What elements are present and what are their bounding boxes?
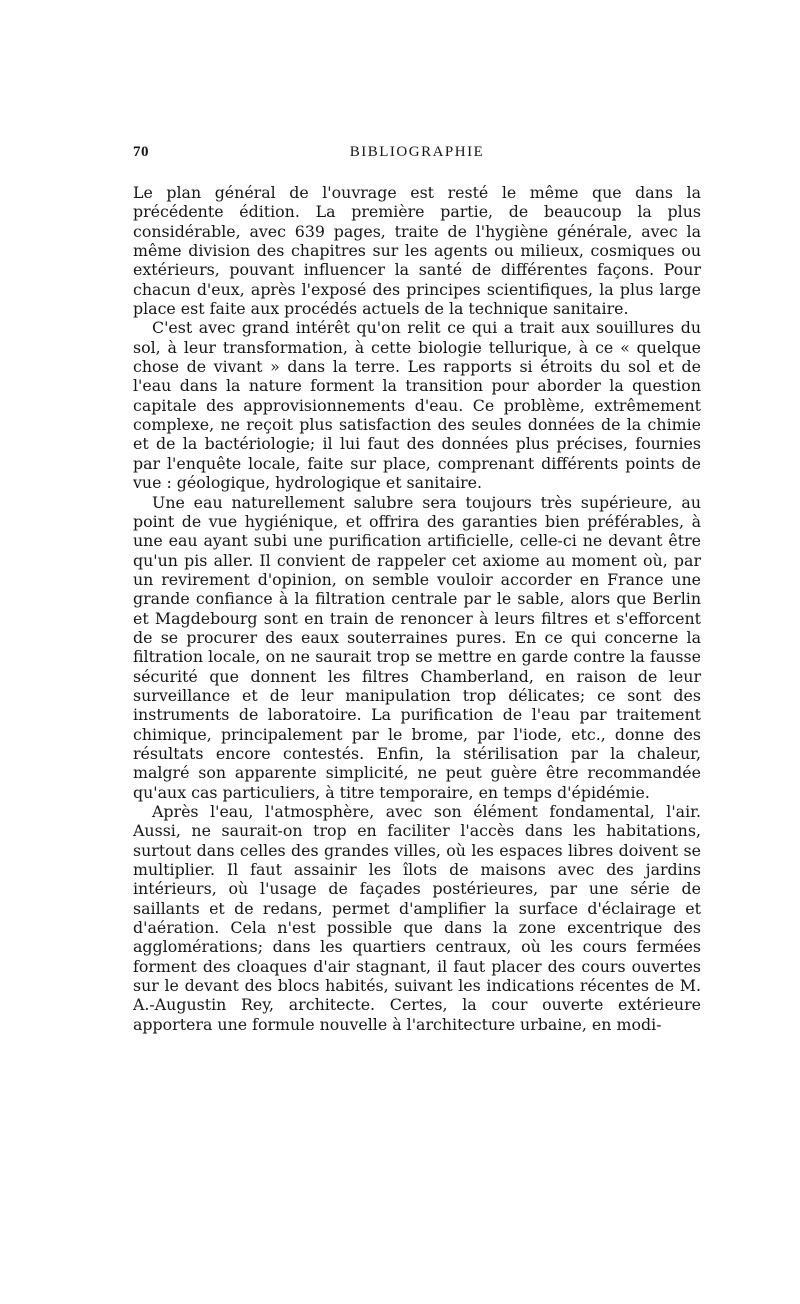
body-text xyxy=(133,183,701,1034)
paragraph-3: Une eau naturellement salubre sera toujours très supérieure, au point de vue hygiénique, et offrira des garanties bien préférables, à une eau ayant subi une purification artificielle, celle-ci ne devant être qu'un pis aller. Il convient de rappeler cet axiome au moment où, par un revirement d'opinion, on semble vouloir accorder en France une grande confiance à la filtration centrale par le sable, alors que Berlin et Magdebourg sont en train de renoncer à leurs filtres et s'efforcent de se procurer des eaux souterraines pures. En ce qui concerne la filtration locale, on ne saurait trop se mettre en garde contre la fausse sécurité que donnent les filtres Chamberland, en raison de leur surveillance et de leur manipulation trop délicates; ce sont des instruments de laboratoire. La purification de l'eau par traitement chimique, principalement par le brome, par l'iode, etc., donne des résultats encore contestés. Enfin, la stérilisation par la chaleur, malgré son apparente simplicité, ne peut guère être recommandée qu'aux cas particuliers, à titre temporaire, en temps d'épidémie. xyxy=(133,492,701,802)
section-title: BIBLIOGRAPHIE xyxy=(349,144,485,160)
page-number: 70 xyxy=(133,144,149,160)
paragraph-1: Le plan général de l'ouvrage est resté le même que dans la précédente édition. La première partie, de beaucoup la plus considérable, avec 639 pages, traite de l'hygiène générale, avec la même division des chapitres sur les agents ou milieux, cosmiques ou extérieurs, pouvant influencer la santé de différentes façons. Pour chacun d'eux, après l'exposé des principes scientifiques, la plus large place est faite aux procédés actuels de la technique sanitaire. xyxy=(133,183,701,319)
running-head xyxy=(133,144,701,170)
paragraph-2: C'est avec grand intérêt qu'on relit ce qui a trait aux souillures du sol, à leur transformation, à cette biologie tellurique, à ce « quelque chose de vivant » dans la terre. Les rapports si étroits du sol et de l'eau dans la nature forment la transition pour aborder la question capitale des approvisionnements d'eau. Ce problème, extrêmement complexe, ne reçoit plus satisfaction des seules données de la chimie et de la bactériologie; il lui faut des données plus précises, fournies par l'enquête locale, faite sur place, comprenant différents points de vue : géologique, hydrologique et sanitaire. xyxy=(133,318,701,493)
paragraph-4: Après l'eau, l'atmosphère, avec son élément fondamental, l'air. Aussi, ne saurait-on trop en faciliter l'accès dans les habitations, surtout dans celles des grandes villes, où les espaces libres doivent se multiplier. Il faut assainir les îlots de maisons avec des jardins intérieurs, où l'usage de façades postérieures, par une série de saillants et de redans, permet d'amplifier la surface d'éclairage et d'aération. Cela n'est possible que dans la zone excentrique des agglomérations; dans les quartiers centraux, où les cours fermées forment des cloaques d'air stagnant, il faut placer des cours ouvertes sur le devant des blocs habités, suivant les indications récentes de M. A.-Augustin Rey, architecte. Certes, la cour ouverte extérieure apportera une formule nouvelle à l'architecture urbaine, en modi- xyxy=(133,802,701,1034)
